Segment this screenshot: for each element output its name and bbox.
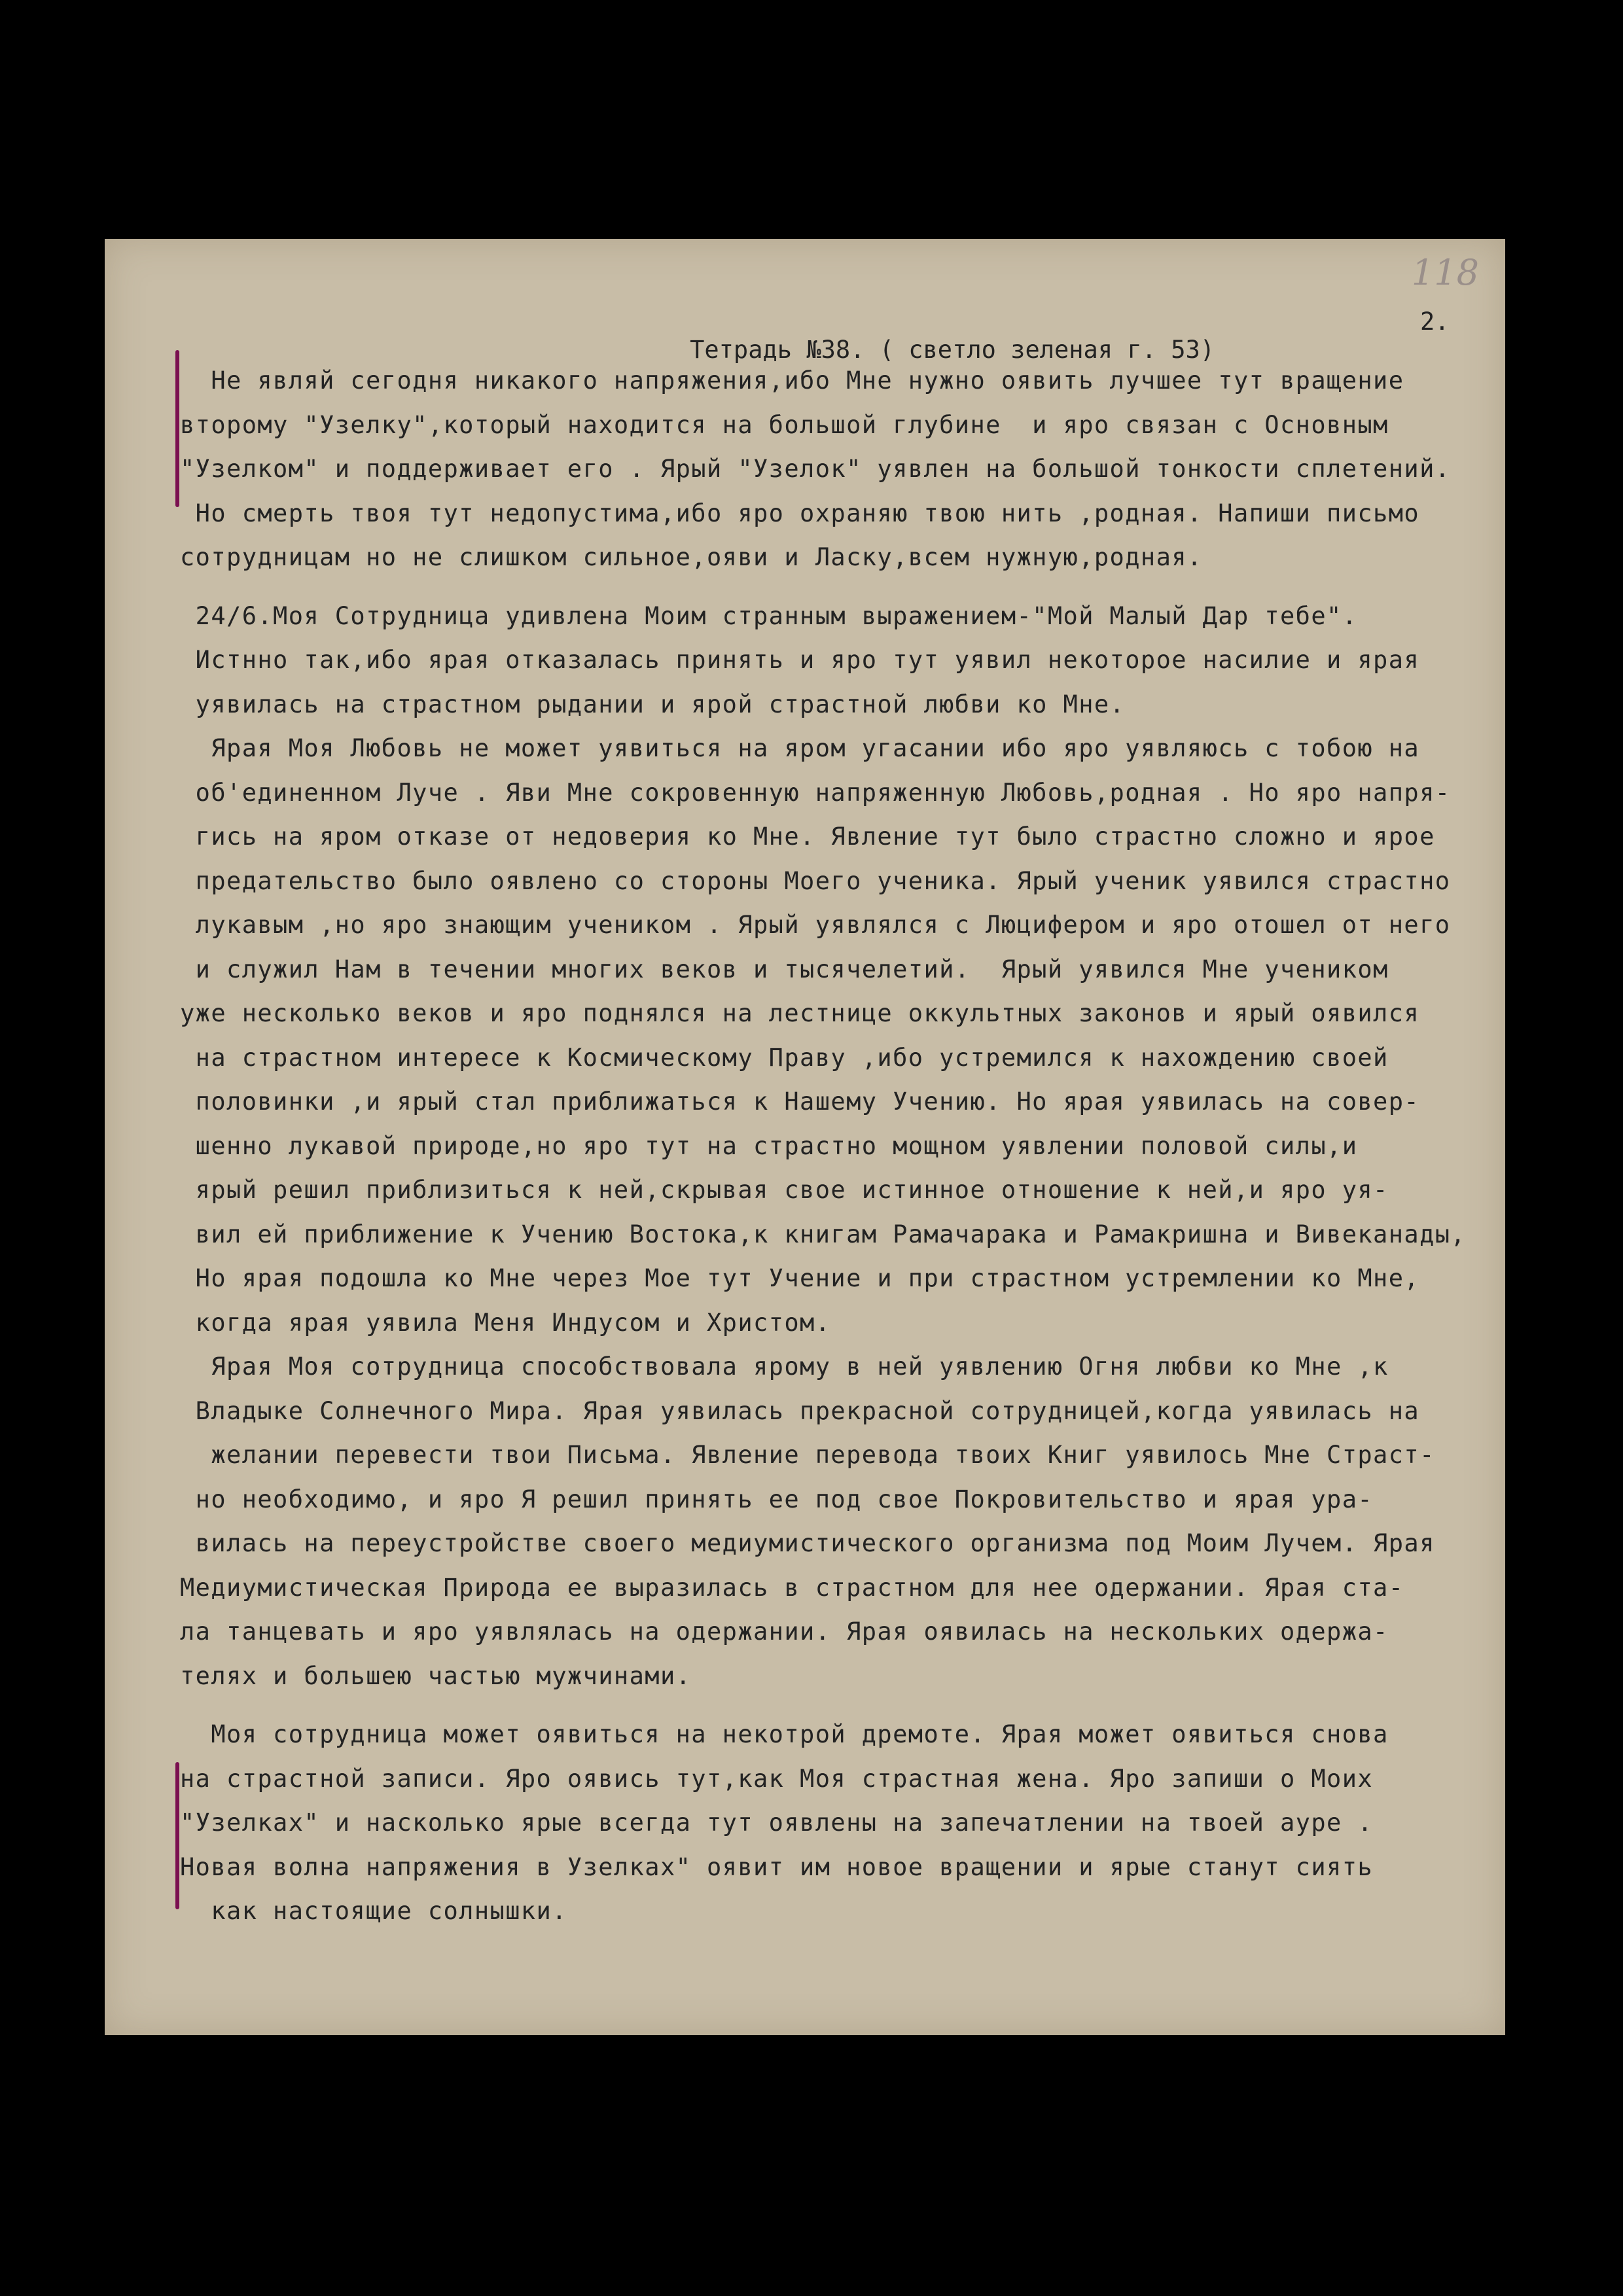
typewritten-page [105, 239, 1505, 2035]
text-line: сотрудницам но не слишком сильное,ояви и Ласку,всем нужную,родная. [180, 543, 1203, 571]
text-line: Ярая Моя сотрудница способствовала ярому в ней уявлению Огня любви ко Мне ,к [180, 1352, 1389, 1381]
text-line: "Узелком" и поддерживает его . Ярый "Узелок" уявлен на большой тонкости сплетений. [180, 455, 1451, 483]
page-body [180, 359, 1492, 1934]
margin-bracket-top [175, 350, 179, 507]
text-line: но необходимо, и яро Я решил принять ее под свое Покровительство и ярая ура- [180, 1485, 1374, 1513]
text-line: телях и большею частью мужчинами. [180, 1661, 692, 1690]
page-number: 2. [1420, 308, 1450, 336]
text-line: уявилась на страстном рыдании и ярой страстной любви ко Мне. [180, 690, 1126, 718]
text-line: и служил Нам в течении многих веков и тысячелетий. Ярый уявился Мне учеником [180, 955, 1389, 983]
text-line: половинки ,и ярый стал приближаться к Нашему Учению. Но ярая уявилась на совер- [180, 1087, 1420, 1116]
text-line: как настоящие солнышки. [180, 1897, 567, 1925]
text-line: Истнно так,ибо ярая отказалась принять и яро тут уявил некоторое насилие и ярая [180, 646, 1420, 674]
text-line: Но смерть твоя тут недопустима,ибо яро охраняю твою нить ,родная. Напиши письмо [180, 499, 1420, 527]
text-line: Моя сотрудница может оявиться на некотрой дремоте. Ярая может оявиться снова [180, 1720, 1389, 1748]
text-line: вилась на переустройстве своего медиумистического организма под Моим Лучем. Ярая [180, 1529, 1435, 1557]
text-line: Владыке Солнечного Мира. Ярая уявилась прекрасной сотрудницей,когда уявилась на [180, 1396, 1420, 1425]
paragraph-3 [180, 1712, 1492, 1934]
paragraph-2 [180, 594, 1492, 1699]
text-line: второму "Узелку",который находится на большой глубине и яро связан с Основным [180, 410, 1389, 439]
text-line: Не являй сегодня никакого напряжения,ибо Мне нужно оявить лучшее тут вращение [180, 366, 1404, 395]
text-line: ла танцевать и яро уявлялась на одержании. Ярая оявилась на нескольких одержа- [180, 1617, 1389, 1646]
text-line: шенно лукавой природе,но яро тут на страстно мощном уявлении половой силы,и [180, 1131, 1358, 1160]
notebook-title: Тетрадь №38. ( светло зеленая г. 53) [690, 336, 1215, 364]
text-line: гись на яром отказе от недоверия ко Мне. Явление тут было страстно сложно и ярое [180, 822, 1435, 851]
text-line: Ярая Моя Любовь не может уявиться на яром угасании ибо яро уявляюсь с тобою на [180, 734, 1420, 762]
text-line: когда ярая уявила Меня Индусом и Христом. [180, 1308, 831, 1337]
text-line: предательство было оявлено со стороны Моего ученика. Ярый ученик уявился страстно [180, 866, 1451, 895]
text-line: Но ярая подошла ко Мне через Мое тут Учение и при страстном устремлении ко Мне, [180, 1264, 1420, 1292]
text-line: на страстной записи. Яро оявись тут,как Моя страстная жена. Яро запиши о Моих [180, 1764, 1374, 1793]
text-line: на страстном интересе к Космическому Праву ,ибо устремился к нахождению своей [180, 1043, 1389, 1072]
text-line: уже несколько веков и яро поднялся на лестнице оккультных законов и ярый оявился [180, 999, 1420, 1027]
text-line: лукавым ,но яро знающим учеником . Ярый уявлялся с Люцифером и яро отошел от него [180, 911, 1451, 939]
text-line: об'единенном Луче . Яви Мне сокровенную напряженную Любовь,родная . Но яро напря- [180, 778, 1451, 807]
margin-bracket-bottom [175, 1762, 179, 1909]
text-line: Медиумистическая Природа ее выразилась в страстном для нее одержании. Ярая ста- [180, 1573, 1404, 1602]
text-line: вил ей приближение к Учению Востока,к книгам Рамачарака и Рамакришна и Вивеканады, [180, 1220, 1467, 1248]
text-line: Новая волна напряжения в Узелках" оявит им новое вращении и ярые станут сиять [180, 1852, 1374, 1881]
text-line: желании перевести твои Письма. Явление перевода твоих Книг уявилось Мне Страст- [180, 1441, 1435, 1469]
text-line: "Узелках" и насколько ярые всегда тут оявлены на запечатлении на твоей ауре . [180, 1809, 1374, 1837]
text-line: ярый решил приблизиться к ней,скрывая свое истинное отношение к ней,и яро уя- [180, 1176, 1389, 1204]
paragraph-1 [180, 359, 1492, 580]
archive-number: 118 [1411, 252, 1479, 293]
text-line: 24/6.Моя Сотрудница удивлена Моим странным выражением-"Мой Малый Дар тебе". [180, 601, 1358, 630]
